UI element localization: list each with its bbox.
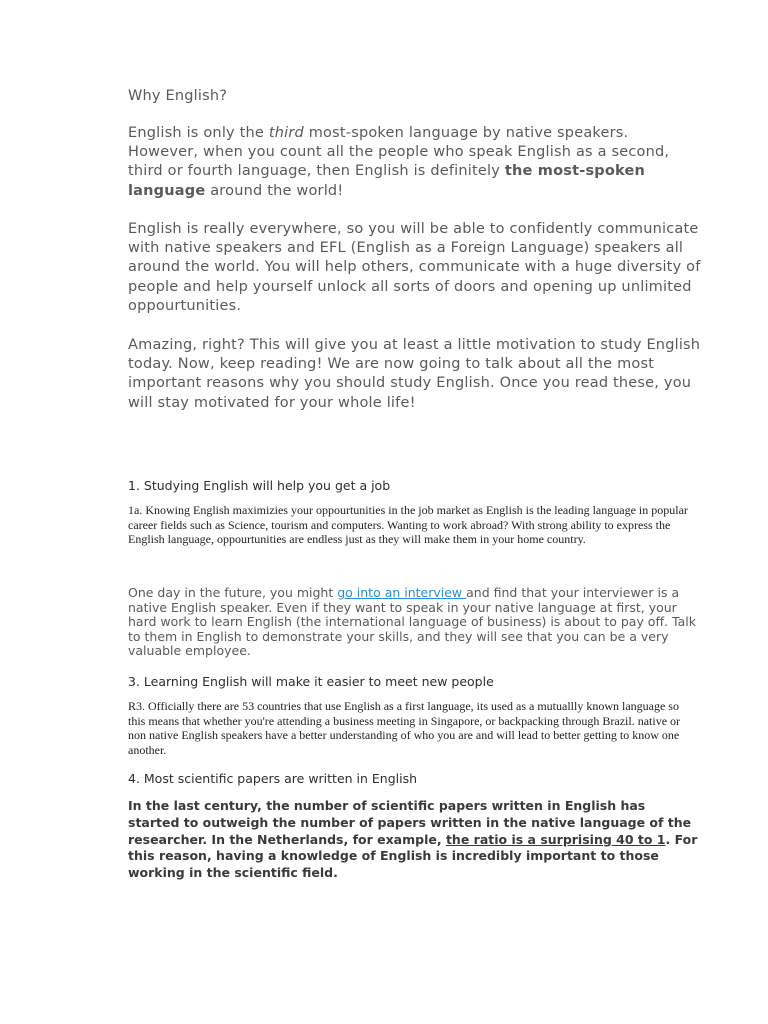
intro-text-c: around the world! <box>205 182 344 199</box>
scientific-text-a: In the last century, the number of scientific papers written in English has started to outweigh the number of papers written in the native language of the researcher. In the Netherlands, for example, <box>128 798 692 847</box>
intro-italic-third: third <box>268 125 304 141</box>
interview-text-a: One day in the future, you might <box>128 585 338 600</box>
section-heading-scientific: 4. Most scientific papers are written in English <box>128 771 418 786</box>
document-title: Why English? <box>128 88 228 104</box>
intro-bold-most-spoken: the most-spoken language <box>128 163 646 199</box>
section-heading-job: 1. Studying English will help you get a job <box>128 478 391 493</box>
intro-text-a: English is only the <box>128 125 269 141</box>
paragraph-countries: R3. Officially there are 53 countries that use English as a first language, its used as a mutuallly known language so this means that whether you're attending a business meeting in Singapore, or backpacking through Brazil. native or non native English speakers have a better understanding of who you are and will lead to better getting to know one another. <box>128 699 681 757</box>
scientific-ratio-underline: the ratio is a surprising 40 to 1 <box>445 831 666 847</box>
paragraph-scientific <box>128 798 700 882</box>
paragraph-everywhere: English is really everywhere, so you will be able to confidently communicate with native speakers and EFL (English as a Foreign Language) speakers all around the world. You will help others, communicate with a huge diversity of people and help yourself unlock all sorts of doors and opening up unlimited oppourtunities. <box>128 221 701 314</box>
paragraph-amazing: Amazing, right? This will give you at least a little motivation to study English today. Now, keep reading! We are now going to talk about all the most important reasons why you should study English. Once you read these, you will stay motivated for your whole life! <box>128 337 701 411</box>
intro-text-b: most-spoken language by native speakers. However, when you count all the people who speak English as a second, third or fourth language, then English is definitely <box>128 125 670 180</box>
paragraph-job-market: 1a. Knowing English maximizies your oppourtunities in the job market as English is the leading language in popular career fields such as Science, tourism and computers. Wanting to work abroad? With strong ability to express the English language, oppourtunities are endless just as they will make them in your home country. <box>128 503 688 546</box>
interview-text-b: and find that your interviewer is a native English speaker. Even if they want to speak in your native language at first, your hard work to learn English (the international language of business) is about to pay off. Talk to them in English to demonstrate your skills, and they will see that you can be a very valuable employee. <box>128 585 696 659</box>
paragraph-intro <box>128 124 703 201</box>
interview-link[interactable]: go into an interview <box>337 585 467 600</box>
section-heading-people: 3. Learning English will make it easier to meet new people <box>128 674 494 689</box>
paragraph-interview <box>128 586 703 659</box>
scientific-text-b: . For this reason, having a knowledge of English is incredibly important to those working in the scientific field. <box>128 831 698 881</box>
